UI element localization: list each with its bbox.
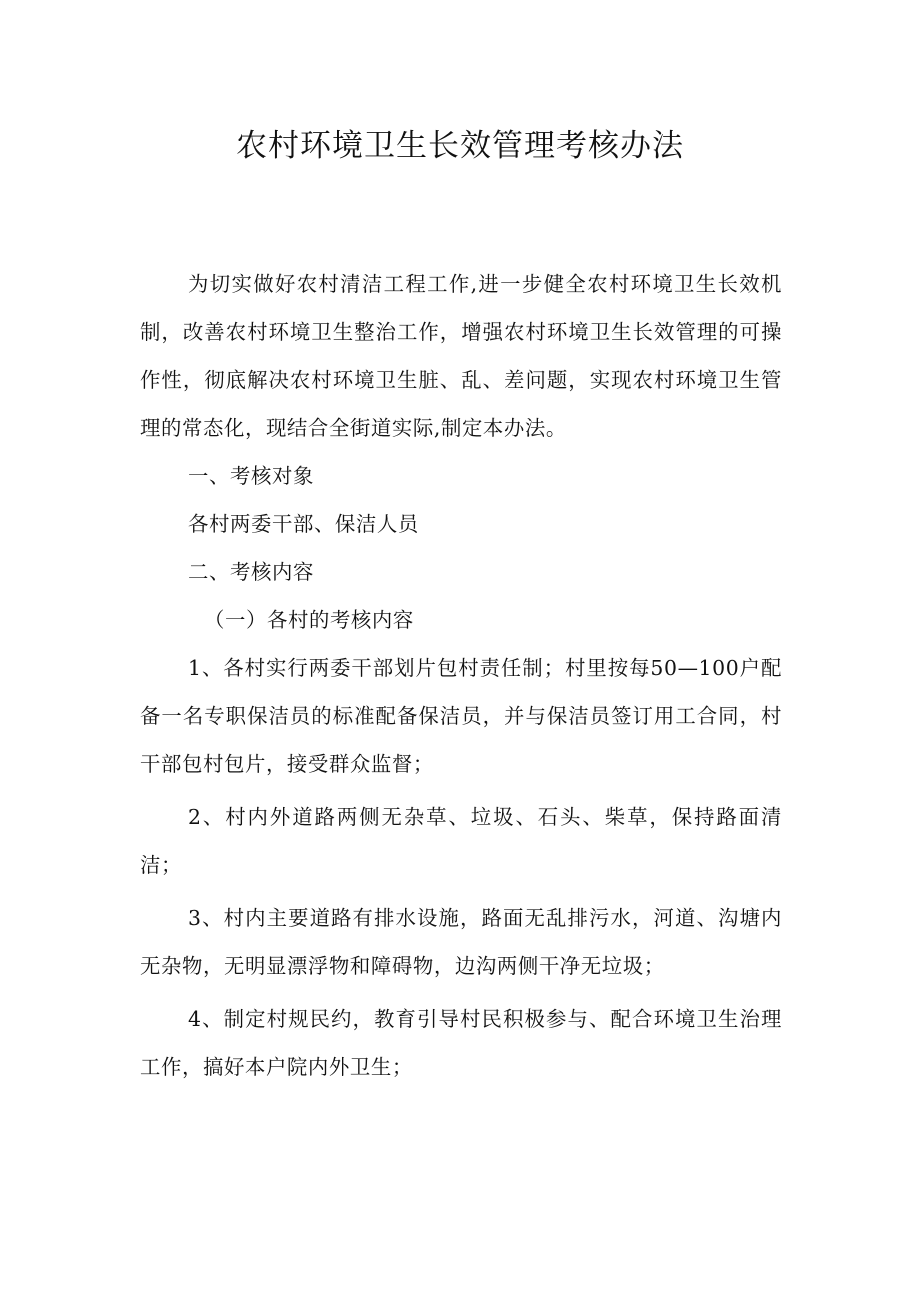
section-heading-assessment-content: 二、考核内容: [188, 560, 314, 584]
document-title: 农村环境卫生长效管理考核办法: [236, 128, 684, 164]
intro-paragraph: 为切实做好农村清洁工程工作,进一步健全农村环境卫生长效机制，改善农村环境卫生整治工作，增强农村环境卫生长效管理的可操作性，彻底解决农村环境卫生脏、乱、差问题，实现农村环境卫生管理的常态化，现结合全街道实际,制定本办法。: [140, 272, 782, 440]
list-item: 4、制定村规民约，教育引导村民积极参与、配合环境卫生治理工作，搞好本户院内外卫生；: [140, 1007, 782, 1079]
list-item: 3、村内主要道路有排水设施，路面无乱排污水，河道、沟塘内无杂物，无明显漂浮物和障碍物，边沟两侧干净无垃圾；: [140, 906, 782, 978]
document-body: [140, 260, 782, 1091]
list-item: 1、各村实行两委干部划片包村责任制；村里按每50—100户配备一名专职保洁员的标准配备保洁员，并与保洁员签订用工合同，村干部包村包片，接受群众监督；: [140, 656, 782, 776]
list-item: 2、村内外道路两侧无杂草、垃圾、石头、柴草，保持路面清洁；: [140, 805, 782, 877]
section-heading-assessment-targets: 一、考核对象: [188, 464, 314, 488]
assessment-targets-text: 各村两委干部、保洁人员: [188, 512, 419, 536]
subsection-heading-village-content: （一）各村的考核内容: [204, 608, 414, 632]
